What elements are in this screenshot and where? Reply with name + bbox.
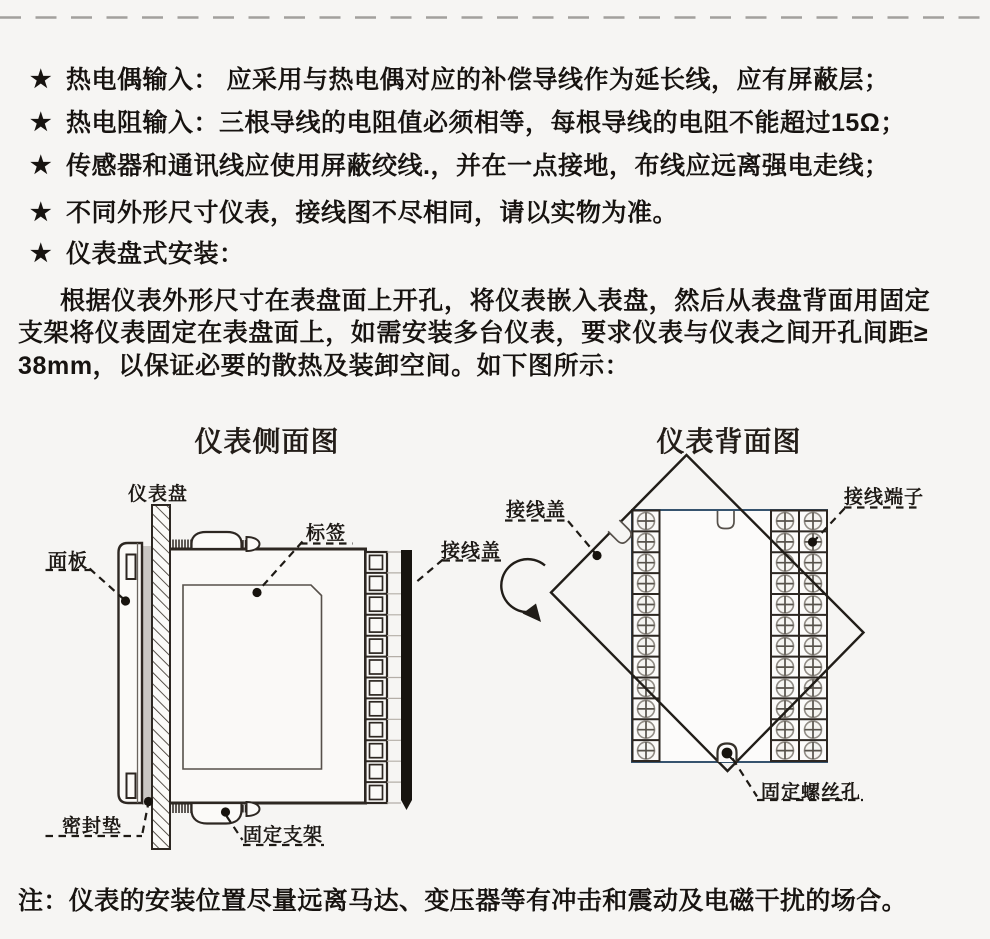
star-bullet-icon: ★	[30, 152, 53, 179]
leader-front-panel	[90, 569, 124, 600]
bullet-thermocouple	[30, 67, 889, 93]
figure-title-side-view: 仪表侧面图	[194, 427, 340, 458]
label-front-panel: 面板	[47, 551, 89, 572]
leader-gasket	[143, 805, 149, 833]
label-terminal-cover-side: 接线盖	[440, 541, 502, 562]
label-gasket: 密封垫	[61, 816, 123, 837]
side-view-diagram	[119, 505, 413, 849]
leader-bracket	[227, 816, 243, 840]
label-bracket: 固定支架	[242, 825, 324, 846]
label-terminal-cover-back: 接线盖	[505, 500, 567, 521]
bullet-text: 传感器和通讯线应使用屏蔽绞线.，并在一点接地，布线应远离强电走线；	[66, 152, 890, 180]
paragraph-line: 38mm，以保证必要的散热及装卸空间。如下图所示：	[18, 351, 631, 380]
leader-terminal-block	[815, 509, 845, 541]
fixing-screw	[718, 744, 737, 763]
panel-board-hatch	[152, 505, 170, 849]
bullet-text: 热电偶输入： 应采用与热电偶对应的补偿导线作为延长线，应有屏蔽层；	[66, 66, 890, 94]
bullet-text: 不同外形尺寸仪表，接线图不尽相同，请以实物为准。	[66, 199, 679, 227]
bullet-text: 热电阻输入：三根导线的电阻值必须相等，每根导线的电阻不能超过15Ω；	[66, 109, 906, 137]
paragraph-line: 支架将仪表固定在表盘面上，如需安装多台仪表，要求仪表与仪表之间开孔间距≥	[18, 319, 929, 348]
paragraph-line: 根据仪表外形尺寸在表盘面上开孔，将仪表嵌入表盘，然后从表盘背面用固定	[60, 287, 931, 315]
leader-tag	[259, 542, 303, 591]
label-screw-hole: 固定螺丝孔	[760, 782, 862, 803]
rotation-arrow	[501, 559, 545, 612]
star-bullet-icon: ★	[30, 109, 53, 136]
bullet-rtd	[30, 110, 906, 136]
leader-terminal-cover-right	[568, 521, 595, 553]
bullet-panel-mount	[30, 241, 245, 267]
gasket-strip	[142, 546, 152, 805]
terminal-cover-outline	[551, 455, 864, 771]
label-panel-board: 仪表盘	[127, 484, 189, 505]
terminal-cover-bar	[401, 550, 412, 800]
leader-terminal-cover-left	[415, 560, 444, 584]
star-bullet-icon: ★	[30, 199, 53, 226]
leader-screw-hole	[733, 759, 758, 797]
figure-title-back-view: 仪表背面图	[656, 427, 802, 458]
top-bracket	[192, 532, 242, 549]
label-terminal-block: 接线端子	[843, 487, 925, 508]
bullet-text: 仪表盘式安装：	[66, 240, 245, 268]
bullet-shielded-wire	[30, 153, 889, 179]
star-bullet-icon: ★	[30, 240, 53, 267]
bullet-wiring-diagram	[30, 200, 678, 226]
bottom-bracket	[192, 803, 242, 824]
installation-note: 注：仪表的安装位置尽量远离马达、变压器等有冲击和震动及电磁干扰的场合。	[18, 887, 908, 915]
star-bullet-icon: ★	[30, 66, 53, 93]
label-tag: 标签	[305, 523, 347, 544]
installation-paragraph	[18, 285, 974, 382]
